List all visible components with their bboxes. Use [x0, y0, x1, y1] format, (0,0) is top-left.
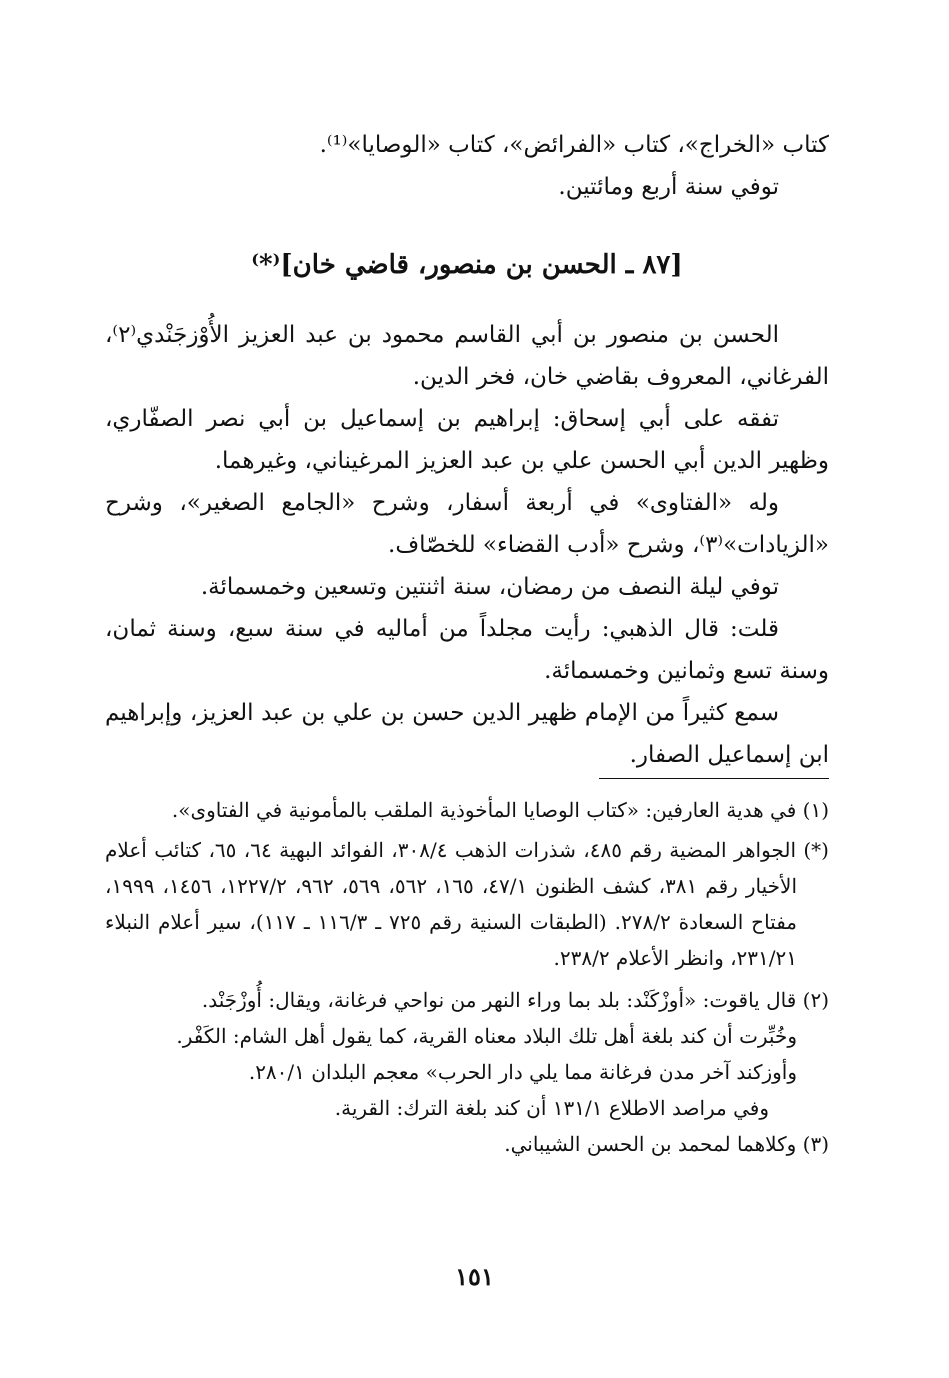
entry-paragraph: توفي ليلة النصف من رمضان، سنة اثنتين وتسعين وخمسمائة. [200, 574, 779, 600]
entry-paragraph: الحسن بن منصور بن أبي القاسم محمود بن عبد العزيز الأُوْزجَنْدي⁽٢⁾، الفرغاني، المعروف بقاضي خان، فخر الدين. [105, 322, 829, 390]
footnote-separator [599, 778, 829, 779]
footnote-2-extra: وفي مراصد الاطلاع ١٣١/١ أن كند بلغة الترك: القرية. [334, 1096, 769, 1120]
entry-paragraph: قلت: قال الذهبي: رأيت مجلداً من أماليه في سنة سبع، وسنة ثمان، وسنة تسع وثمانين وخمسمائة. [105, 616, 829, 684]
page-number: ١٥١ [455, 1262, 494, 1291]
continuation-line-2: توفي سنة أربع ومائتين. [558, 174, 779, 200]
continuation-block [105, 124, 829, 208]
footnote-3: (٣) وكلاهما لمحمد بن الحسن الشيباني. [504, 1132, 829, 1156]
entry-paragraph: وله «الفتاوى» في أربعة أسفار، وشرح «الجامع الصغير»، وشرح «الزيادات»⁽٣⁾، وشرح «أدب القضاء» للخصّاف. [105, 490, 829, 558]
entry-paragraph: سمع كثيراً من الإمام ظهير الدين حسن بن علي بن عبد العزيز، وإبراهيم ابن إسماعيل الصفار. [105, 700, 829, 768]
entry-body [105, 314, 829, 776]
footnote-2-line-1: (٢) قال ياقوت: «أوزْكَنْد: بلد بما وراء النهر من نواحي فرغانة، ويقال: أُوزْجَنْد. [201, 988, 829, 1012]
entry-paragraph: تفقه على أبي إسحاق: إبراهيم بن إسماعيل بن أبي نصر الصفّاري، وظهير الدين أبي الحسن علي بن عبد العزيز المرغيناني، وغيرهما. [105, 406, 829, 474]
continuation-line-1: كتاب «الخراج»، كتاب «الفرائض»، كتاب «الوصايا»⁽¹⁾. [319, 132, 829, 158]
footnote-2-line-2: وخُبِّرت أن كند بلغة أهل تلك البلاد معناه القرية، كما يقول أهل الشام: الكَفْر. [176, 1024, 797, 1048]
footnote-star: (*) الجواهر المضية رقم ٤٨٥، شذرات الذهب ٣٠٨/٤، الفوائد البهية ٦٤، ٦٥، كتائب أعلام الأخيار رقم ٣٨١، كشف الظنون ٤٧/١، ١٦٥، ٥٦٢، ٥٦٩، ٩٦٢، ١٢٢٧/٢، ١٤٥٦، ١٩٩٩، مفتاح السعادة ٢٧٨/٢. (الطبقات السنية رقم ٧٢٥ ـ ١١٦/٣ ـ ١١٧)، سير أعلام النبلاء ٢٣١/٢١، وانظر الأعلام ٢٣٨/٢. [105, 838, 829, 970]
entry-heading-block [105, 250, 829, 280]
entry-heading: [٨٧ ـ الحسن بن منصور، قاضي خان]⁽*⁾ [251, 250, 683, 280]
footnote-2-line-3: وأوزكند آخر مدن فرغانة مما يلي دار الحرب» معجم البلدان ٢٨٠/١. [248, 1060, 797, 1084]
footnotes [105, 792, 829, 1162]
footnote-1: (١) في هدية العارفين: «كتاب الوصايا المأخوذية الملقب بالمأمونية في الفتاوى». [171, 798, 829, 822]
